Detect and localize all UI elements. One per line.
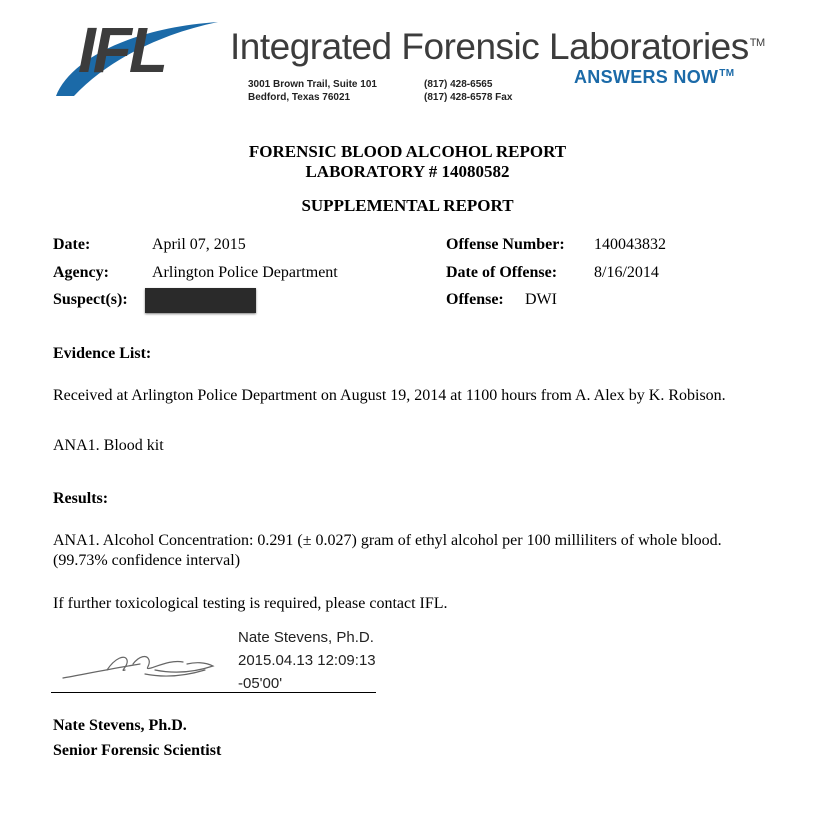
- suspect-label: Suspect(s):: [53, 291, 128, 308]
- evidence-received: Received at Arlington Police Department on August 19, 2014 at 1100 hours from A. Alex by K. Robison.: [53, 387, 726, 404]
- offense-number-label: Offense Number:: [446, 236, 565, 253]
- digital-signature-block: [238, 626, 376, 695]
- company-name: Integrated Forensic Laboratories™: [230, 26, 765, 67]
- ifl-logo: [50, 10, 220, 102]
- offense-number-value: 140043832: [594, 236, 666, 253]
- signer-name: Nate Stevens, Ph.D.: [53, 717, 187, 734]
- digital-timestamp: 2015.04.13 12:09:13: [238, 652, 376, 669]
- signature-line: [51, 692, 376, 693]
- agency-label: Agency:: [53, 264, 109, 281]
- logo-text: IFL: [78, 14, 165, 86]
- report-title-block: [0, 142, 815, 182]
- phone-number: (817) 428-6565: [424, 79, 493, 90]
- results-heading: Results:: [53, 490, 109, 507]
- address-line-1: 3001 Brown Trail, Suite 101: [248, 79, 377, 90]
- suspect-redaction: [145, 288, 256, 313]
- tagline: ANSWERS NOW™: [574, 67, 735, 87]
- handwritten-signature: [55, 630, 227, 688]
- address-line-2: Bedford, Texas 76021: [248, 92, 351, 103]
- address-block: [248, 78, 377, 104]
- date-of-offense-label: Date of Offense:: [446, 264, 558, 281]
- digital-signer-name: Nate Stevens, Ph.D.: [238, 629, 374, 646]
- lab-number: LABORATORY # 14080582: [305, 162, 510, 181]
- date-value: April 07, 2015: [152, 236, 246, 253]
- results-finding: ANA1. Alcohol Concentration: 0.291 (± 0.027) gram of ethyl alcohol per 100 milliliters of whole blood. (99.73% confidence interval): [53, 532, 722, 569]
- offense-value: DWI: [525, 291, 557, 308]
- date-of-offense-value: 8/16/2014: [594, 264, 659, 281]
- agency-value: Arlington Police Department: [152, 264, 338, 281]
- report-subtitle: SUPPLEMENTAL REPORT: [301, 196, 514, 215]
- fax-number: (817) 428-6578 Fax: [424, 92, 513, 103]
- results-contact: If further toxicological testing is required, please contact IFL.: [53, 595, 448, 612]
- digital-timezone: -05'00': [238, 675, 283, 692]
- report-title: FORENSIC BLOOD ALCOHOL REPORT: [248, 142, 567, 161]
- evidence-heading: Evidence List:: [53, 345, 152, 362]
- evidence-item: ANA1. Blood kit: [53, 437, 164, 454]
- offense-label: Offense:: [446, 291, 504, 308]
- signer-title: Senior Forensic Scientist: [53, 742, 222, 759]
- date-label: Date:: [53, 236, 91, 253]
- contact-block: [424, 78, 512, 104]
